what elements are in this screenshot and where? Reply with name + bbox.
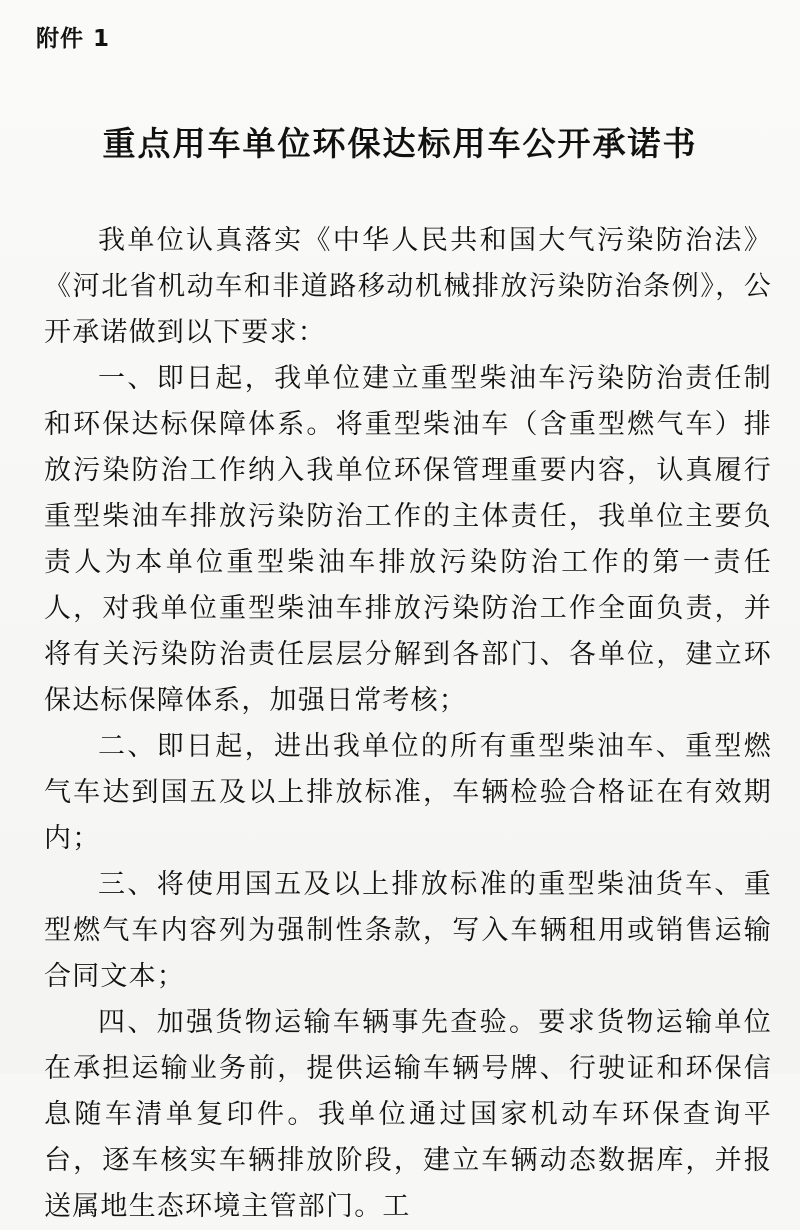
paragraph-item-4: 四、加强货物运输车辆事先查验。要求货物运输单位在承担运输业务前，提供运输车辆号牌、行驶证和环保信息随车清单复印件。我单位通过国家机动车环保查询平台，逐车核实车辆排放阶段，建立车辆动态数据库，并报送属地生态环境主管部门。工 (44, 1007, 772, 1222)
attachment-label: 附件 1 (36, 26, 111, 52)
document-body (44, 218, 772, 1230)
paragraph-item-2: 二、即日起，进出我单位的所有重型柴油车、重型燃气车达到国五及以上排放标准，车辆检验合格证在有效期内； (44, 731, 772, 854)
document-title: 重点用车单位环保达标用车公开承诺书 (102, 124, 698, 163)
paragraph-item-1: 一、即日起，我单位建立重型柴油车污染防治责任制和环保达标保障体系。将重型柴油车（含重型燃气车）排放污染防治工作纳入我单位环保管理重要内容，认真履行重型柴油车排放污染防治工作的主体责任，我单位主要负责人为本单位重型柴油车排放污染防治工作的第一责任人，对我单位重型柴油车排放污染防治工作全面负责，并将有关污染防治责任层层分解到各部门、各单位，建立环保达标保障体系，加强日常考核； (44, 363, 772, 716)
paragraph-intro: 我单位认真落实《中华人民共和国大气污染防治法》《河北省机动车和非道路移动机械排放污染防治条例》，公开承诺做到以下要求： (44, 225, 772, 348)
paragraph-item-3: 三、将使用国五及以上排放标准的重型柴油货车、重型燃气车内容列为强制性条款，写入车辆租用或销售运输合同文本； (44, 869, 772, 992)
